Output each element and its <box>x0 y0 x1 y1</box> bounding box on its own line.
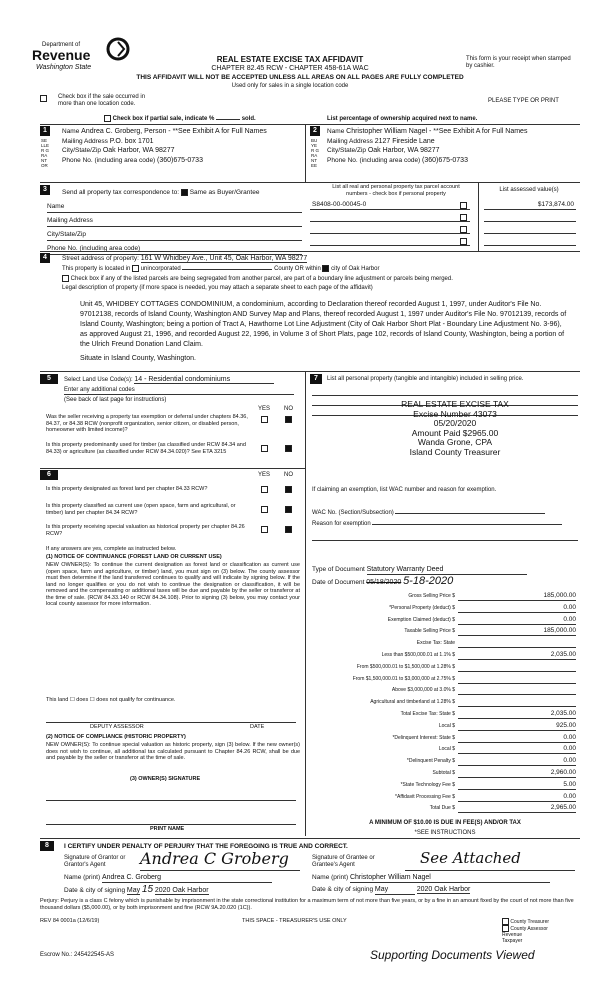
tax-row-value[interactable] <box>458 639 576 648</box>
tax-row-value[interactable]: 185,000.00 <box>458 592 576 601</box>
tax-row-value[interactable]: 925.00 <box>458 722 576 731</box>
tax-row-value[interactable]: 0.00 <box>458 757 576 766</box>
parcel-checkbox-4[interactable] <box>460 238 467 245</box>
s5-q2: Is this property predominantly used for timber (as classified under RCW 84.34 and 84.33) or agriculture (as classified under RCW 84.34.020)? See ETA 3215 <box>46 442 246 455</box>
tax-row-value[interactable]: 0.00 <box>458 616 576 625</box>
buyer-phone-label: Phone No. (including area code) <box>327 156 421 164</box>
land-use-value[interactable]: 14 - Residential condominiums <box>134 376 274 384</box>
grantor-year-city[interactable]: 2020 Oak Harbor <box>154 887 209 894</box>
tax-row-value[interactable]: 185,000.00 <box>458 627 576 636</box>
s6-if-yes: If any answers are yes, complete as instructed below. <box>46 546 177 552</box>
doc-date-row <box>312 575 578 587</box>
reason-row <box>312 521 578 528</box>
correspondence-fields <box>47 203 302 255</box>
deputy-assessor: DEPUTY ASSESSOR <box>90 724 144 730</box>
stamp-name: Wanda Grone, CPA <box>417 437 493 447</box>
grantor-date-row <box>64 886 304 895</box>
tax-row-value[interactable] <box>458 698 576 707</box>
parcel-checkbox-2[interactable] <box>460 214 467 221</box>
s6-q2-yes[interactable] <box>261 506 268 513</box>
reason-input[interactable] <box>372 524 562 525</box>
street-label: Street address of property: <box>62 255 139 262</box>
dept-line3: Washington State <box>36 64 92 71</box>
correspondence-row <box>62 189 302 197</box>
land-use-row <box>64 376 304 384</box>
tax-row-label: Gross Selling Price $ <box>408 593 455 599</box>
excise-stamp <box>360 400 550 457</box>
tax-row-value[interactable]: 0.00 <box>458 604 576 613</box>
tax-row-value[interactable]: 0.00 <box>458 745 576 754</box>
section-8-number: 8 <box>40 841 54 851</box>
stamp-office: Island County Treasurer <box>409 446 501 457</box>
legal-label: Legal description of property (if more space is needed, you may attach a separate sheet to each page of the affidavit) <box>62 285 373 291</box>
segregated-row <box>62 275 572 283</box>
buyer-city[interactable]: Oak Harbor, WA 98277 <box>367 147 440 154</box>
grantor-print[interactable]: Andrea C. Groberg <box>102 874 272 883</box>
partial-sale-row <box>104 115 284 123</box>
stamp-amount: Amount Paid $2965.00 <box>411 427 499 438</box>
stamp-number: Excise Number 43073 <box>413 408 497 419</box>
s6-q1-yes[interactable] <box>261 486 268 493</box>
seller-name[interactable]: Andrea C. Groberg, Person - **See Exhibit A for Full Names <box>81 128 267 135</box>
corr-name-label[interactable]: Name <box>47 203 302 213</box>
grantor-day[interactable]: 15 <box>141 884 154 895</box>
buyer-address-label: Mailing Address <box>327 137 373 145</box>
s5-yes: YES <box>258 406 271 412</box>
street-address[interactable]: 161 W Whidbey Ave., Unit 45, Oak Harbor, WA 98277 <box>140 255 308 262</box>
correspondence-label: Send all property tax correspondence to: <box>62 189 180 197</box>
tax-row-value[interactable]: 5.00 <box>458 781 576 790</box>
corr-phone-label[interactable]: Phone No. (including area code) <box>47 245 302 255</box>
supporting-docs: Supporting Documents Viewed <box>370 948 535 962</box>
notice2-text: NEW OWNER(S): To continue special valuation as historic property, sign (3) below. If the new owner(s) does not wish to continue, all additional tax calculated pursuant to Chapter 84.26 RCW, shall be due and payable by the seller or transferor at the time of sale. <box>46 742 300 761</box>
tax-row-value[interactable]: 2,960.00 <box>458 769 576 778</box>
tax-row-label: *Delinquent Interest: State $ <box>392 735 455 741</box>
doc-date[interactable]: 5-18-2020 <box>403 575 454 587</box>
tax-row-label: Local $ <box>438 723 455 729</box>
seller-side-label: SELLER GRANTOR <box>41 138 50 168</box>
tax-row-value[interactable]: 0.00 <box>458 793 576 802</box>
buyer-block <box>327 128 582 164</box>
s6-q3-no[interactable] <box>285 526 292 533</box>
legal-description[interactable]: Unit 45, WHIDBEY COTTAGES CONDOMINIUM, a condominium, according to Declaration thereof recorded August 1, 1997, under Auditor's File No. 97012138, records of Island County, Washington AND Survey Map and Plans, thereof recorded August 1, 1997 under Auditor's File No. 97012139, records of Island County, Washington; being a portion of Tract A, Hawthorne Lot Line Adjustment (City of Oak Harbor Short Plat - Boundary Line Adjustment No. 3-96), as approved August 21, 1996, and recorded August 22, 1996, in Volume 3 of Short Plats, page 102, records of Island County, Washington, being a portion of the Ulrich Freund Donation Land Claim. <box>80 301 567 348</box>
s6-q2-no[interactable] <box>285 506 292 513</box>
parcels-header: List all real and personal property tax parcel account numbers - check box if personal property <box>332 184 460 197</box>
unincorporated-label: unincorporated <box>140 266 181 273</box>
grantor-print-row <box>64 874 304 883</box>
land-use-label: Select Land Use Code(s): <box>64 377 133 383</box>
s5-q2-no[interactable] <box>285 445 292 452</box>
exemption-label: If claiming an exemption, list WAC number and reason for exemption. <box>312 487 497 493</box>
seller-city[interactable]: Oak Harbor, WA 98277 <box>102 147 175 154</box>
doc-date-label: Date of Document <box>312 579 365 586</box>
taxpayer-label: Taxpayer <box>502 938 523 944</box>
seller-address[interactable]: P.O. box 1701 <box>109 137 154 145</box>
section-2-number: 2 <box>310 126 320 136</box>
reason-label: Reason for exemption <box>312 521 371 527</box>
stamp-title: REAL ESTATE EXCISE TAX <box>401 399 509 409</box>
tax-row-label: *Affidavit Processing Fee $ <box>395 794 455 800</box>
located-in-label: This property is located in <box>62 266 131 273</box>
notice2-title: (2) NOTICE OF COMPLIANCE (HISTORIC PROPERTY) <box>46 734 186 740</box>
tax-row-label: Total Excise Tax: State $ <box>400 711 455 717</box>
s5-q1-no[interactable] <box>285 416 292 423</box>
certify: I CERTIFY UNDER PENALTY OF PERJURY THAT THE FOREGOING IS TRUE AND CORRECT. <box>64 843 348 850</box>
tax-row-label: Local $ <box>438 746 455 752</box>
print-name-label: PRINT NAME <box>150 826 185 832</box>
s5-q1: Was the seller receiving a property tax exemption or deferral under chapters 84.36, 84.37, or 84.38 RCW (nonprofit organization, senior citizen, or disabled person, homeowner with limited income)? <box>46 414 248 433</box>
county-assessor-checkbox[interactable] <box>502 925 509 932</box>
treasurer-checks <box>502 918 582 944</box>
unincorporated-checkbox[interactable] <box>132 265 139 272</box>
notice1-text: NEW OWNER(S): To continue the current designation as forest land or classification as current use (open space, farm and agriculture, or timber) land, you must sign on (3) below. The county assessor must then determine if the land transferred continues to qualify and will indicate by signing below. If the land no longer qualifies or you do not wish to continue the designation or classification, it will be removed and the compensating or additional taxes will be due and payable by the seller or transferor at the time of sale. (RCW 84.33.140 or RCW 84.34.108). Prior to signing (3) below, you may contact your local county assessor for more information. <box>46 562 300 607</box>
seller-name-label: Name <box>62 128 80 135</box>
segregated-checkbox[interactable] <box>62 275 69 282</box>
multi-location-checkbox[interactable] <box>40 95 47 102</box>
tax-row-value[interactable]: 2,035.00 <box>458 651 576 660</box>
dor-logo <box>14 37 132 79</box>
dept-line2: Revenue <box>32 47 91 63</box>
wac-input[interactable] <box>395 513 545 514</box>
tax-row-label: Subtotal $ <box>432 770 455 776</box>
tax-row-label: Above $3,000,000 at 3.0% $ <box>391 687 455 693</box>
s6-no: NO <box>284 472 293 478</box>
grantee-signature[interactable]: See Attached <box>420 849 521 867</box>
partial-sale-checkbox[interactable] <box>104 115 111 122</box>
tax-row-value[interactable] <box>458 663 576 672</box>
dor-emblem-icon <box>106 37 130 61</box>
county-treasurer: County Treasurer <box>510 918 550 925</box>
type-print: PLEASE TYPE OR PRINT <box>488 98 559 104</box>
tax-row-value[interactable] <box>458 686 576 695</box>
same-as-label: Same as Buyer/Grantee <box>189 189 260 197</box>
seller-phone-label: Phone No. (including area code) <box>62 156 156 164</box>
grantee-sig-label: Signature of Grantee or Grantee's Agent <box>312 855 375 868</box>
buyer-name-label: Name <box>327 128 345 135</box>
section-3-number: 3 <box>40 185 50 195</box>
seller-block <box>62 128 302 164</box>
s5-q2-yes[interactable] <box>261 445 268 452</box>
grantor-signature[interactable]: Andrea C Groberg <box>140 849 289 868</box>
county-or-label: County OR within <box>274 266 321 273</box>
s6-q3: Is this property receiving special valuation as historical property per chapter 84.26 RCW? <box>46 524 245 537</box>
wac-label: WAC No. (Section/Subsection) <box>312 510 394 516</box>
deputy-date: DATE <box>250 724 265 730</box>
stamp-date: 05/20/2020 <box>433 418 477 428</box>
grantor-date-label: Date & city of signing <box>64 887 126 894</box>
see-instructions: *SEE INSTRUCTIONS <box>414 830 476 836</box>
doc-date-struck: 05/18/2020 <box>366 579 402 586</box>
seller-address-label: Mailing Address <box>62 137 108 145</box>
qualify-text: This land ☐ does ☐ does not qualify for continuance. <box>46 697 176 703</box>
tax-row-label: Agricultural and timberland at 1.28% $ <box>370 699 455 705</box>
buyer-city-label: City/State/Zip <box>327 147 367 154</box>
tax-row-label: Exemption Claimed (deduct) $ <box>387 617 455 623</box>
grantee-date-label: Date & city of signing <box>312 886 374 893</box>
parcel-number[interactable]: S8408-00-00045-0 <box>312 201 367 208</box>
city-checkbox[interactable] <box>322 265 329 272</box>
grantor-sig-label: Signature of Grantor or Grantor's Agent <box>64 855 126 868</box>
parcel-checkbox-3[interactable] <box>460 226 467 233</box>
form-subtitle: CHAPTER 82.45 RCW - CHAPTER 458-61A WAC <box>211 65 369 72</box>
segregated-label: Check box if any of the listed parcels are being segregated from another parcel, are part of a boundary line adjustment or parcels being merged. <box>70 276 453 283</box>
assessed-header: List assessed value(s) <box>499 187 559 193</box>
section-6-number: 6 <box>40 470 58 480</box>
dept-line1: Department of <box>42 42 81 48</box>
form-number: REV 84 0001a (12/6/19) <box>40 918 100 924</box>
partial-sale-label: Check box if partial sale, indicate % <box>112 116 215 123</box>
grantee-print-row <box>312 874 578 883</box>
minimum-note: A MINIMUM OF $10.00 IS DUE IN FEE(S) AND/OR TAX <box>369 820 521 826</box>
multi-location-label: Check box if the sale occurred in more than one location code. <box>58 94 146 107</box>
sold-label: sold. <box>241 116 256 123</box>
ownership-note: List percentage of ownership acquired next to name. <box>327 116 478 122</box>
tax-row-label: Excise Tax: State <box>416 640 455 646</box>
tax-row-label: *Delinquent Penalty $ <box>406 758 455 764</box>
treasurer-only: THIS SPACE - TREASURER'S USE ONLY <box>242 918 347 924</box>
doc-type-label: Type of Document <box>312 566 365 573</box>
buyer-address[interactable]: 2127 Fireside Lane <box>374 137 435 145</box>
revenue-stamp: Revenue <box>502 932 523 938</box>
buyer-name[interactable]: Christopher William Nagel - **See Exhibit A for Full Names <box>346 128 528 135</box>
s6-q2: Is this property classified as current use (open space, farm and agricultural, or timber) land per chapter 84.34 RCW? <box>46 503 236 516</box>
section-4-number: 4 <box>40 253 50 263</box>
parcel-checkbox-1[interactable] <box>460 202 467 209</box>
location-row <box>62 265 572 273</box>
s5-q1-yes[interactable] <box>261 416 268 423</box>
grantor-month[interactable]: May <box>126 887 141 894</box>
section-5-number: 5 <box>40 374 58 384</box>
tax-row-label: Total Due $ <box>429 805 455 811</box>
tax-row-value[interactable]: 2,035.00 <box>458 710 576 719</box>
s6-q3-yes[interactable] <box>261 526 268 533</box>
county-treasurer-checkbox[interactable] <box>502 918 509 925</box>
seller-phone[interactable]: (360)675-0733 <box>157 156 203 164</box>
corr-address-label[interactable]: Mailing Address <box>47 217 302 227</box>
buyer-side-label: BUYER GRANTEE <box>311 138 320 168</box>
grantee-date[interactable]: May <box>375 886 415 895</box>
notice1-title: (1) NOTICE OF CONTINUANCE (FOREST LAND OR CURRENT USE) <box>46 554 222 560</box>
grantee-date-row <box>312 886 578 895</box>
grantor-print-label: Name (print) <box>64 874 101 881</box>
doc-type[interactable]: Statutory Warranty Deed <box>367 566 527 575</box>
tax-row-label: *Personal Property (deduct) $ <box>389 605 455 611</box>
doc-type-row <box>312 566 578 575</box>
s6-q1-no[interactable] <box>285 486 292 493</box>
escrow-number: Escrow No.: 245422545-AS <box>40 952 115 958</box>
additional-codes[interactable]: Enter any additional codes <box>64 387 294 395</box>
wac-row <box>312 510 578 517</box>
see-back: (See back of last page for instructions) <box>64 397 167 403</box>
s6-q1: Is this property designated as forest land per chapter 84.33 RCW? <box>46 486 208 492</box>
situate: Situate in Island County, Washington. <box>80 355 196 362</box>
buyer-phone[interactable]: (360)675-0733 <box>422 156 468 164</box>
tax-row-label: Taxable Selling Price $ <box>404 628 455 634</box>
form-title: REAL ESTATE EXCISE TAX AFFIDAVIT <box>216 55 364 64</box>
tax-row-label: *State Technology Fee $ <box>400 782 455 788</box>
section-7-number: 7 <box>310 374 322 384</box>
s5-no: NO <box>284 406 293 412</box>
street-row <box>62 255 572 263</box>
grantee-print-label: Name (print) <box>312 874 349 881</box>
same-as-checkbox[interactable] <box>181 189 188 196</box>
grantee-year-city[interactable]: 2020 Oak Harbor <box>416 886 471 893</box>
s6-yes: YES <box>258 472 271 478</box>
tax-row-label: From $500,000.01 to $1,500,000 at 1.28% $ <box>356 664 455 670</box>
perjury-note: Perjury: Perjury is a class C felony which is punishable by imprisonment in the state correctional institution for a maximum term of not more than five years, or by a fine in an amount fixed by the court of not more than five thousand dollars ($5,000.00), or by both imprisonment and fine (RCW 9A.20.020 (1C)). <box>40 898 574 911</box>
form-warning: THIS AFFIDAVIT WILL NOT BE ACCEPTED UNLESS ALL AREAS ON ALL PAGES ARE FULLY COMPLETED <box>136 74 464 81</box>
assessed-value[interactable]: $173,874.00 <box>537 201 574 208</box>
tax-row-label: From $1,500,000.01 to $3,000,000 at 2.75% $ <box>352 676 455 682</box>
corr-city-label[interactable]: City/State/Zip <box>47 231 302 241</box>
tax-row-value[interactable]: 0.00 <box>458 734 576 743</box>
sales-note: Used only for sales in a single location code <box>231 83 349 89</box>
section-1-number: 1 <box>40 126 50 136</box>
receipt-note: This form is your receipt when stamped by cashier. <box>466 56 571 69</box>
grantee-print[interactable]: Christopher William Nagel <box>350 874 550 883</box>
tax-row-value[interactable] <box>458 675 576 684</box>
seller-city-label: City/State/Zip <box>62 147 102 154</box>
tax-row-label: Less than $500,000.01 at 1.1% $ <box>381 652 455 658</box>
owner-signature-label: (3) OWNER(S) SIGNATURE <box>130 776 201 782</box>
city-of-label: city of Oak Harbor <box>331 266 380 273</box>
county-assessor: County Assessor <box>510 925 548 932</box>
tax-row-value[interactable]: 2,965.00 <box>458 804 576 813</box>
s7-label: List all personal property (tangible and intangible) included in selling price. <box>327 376 524 382</box>
